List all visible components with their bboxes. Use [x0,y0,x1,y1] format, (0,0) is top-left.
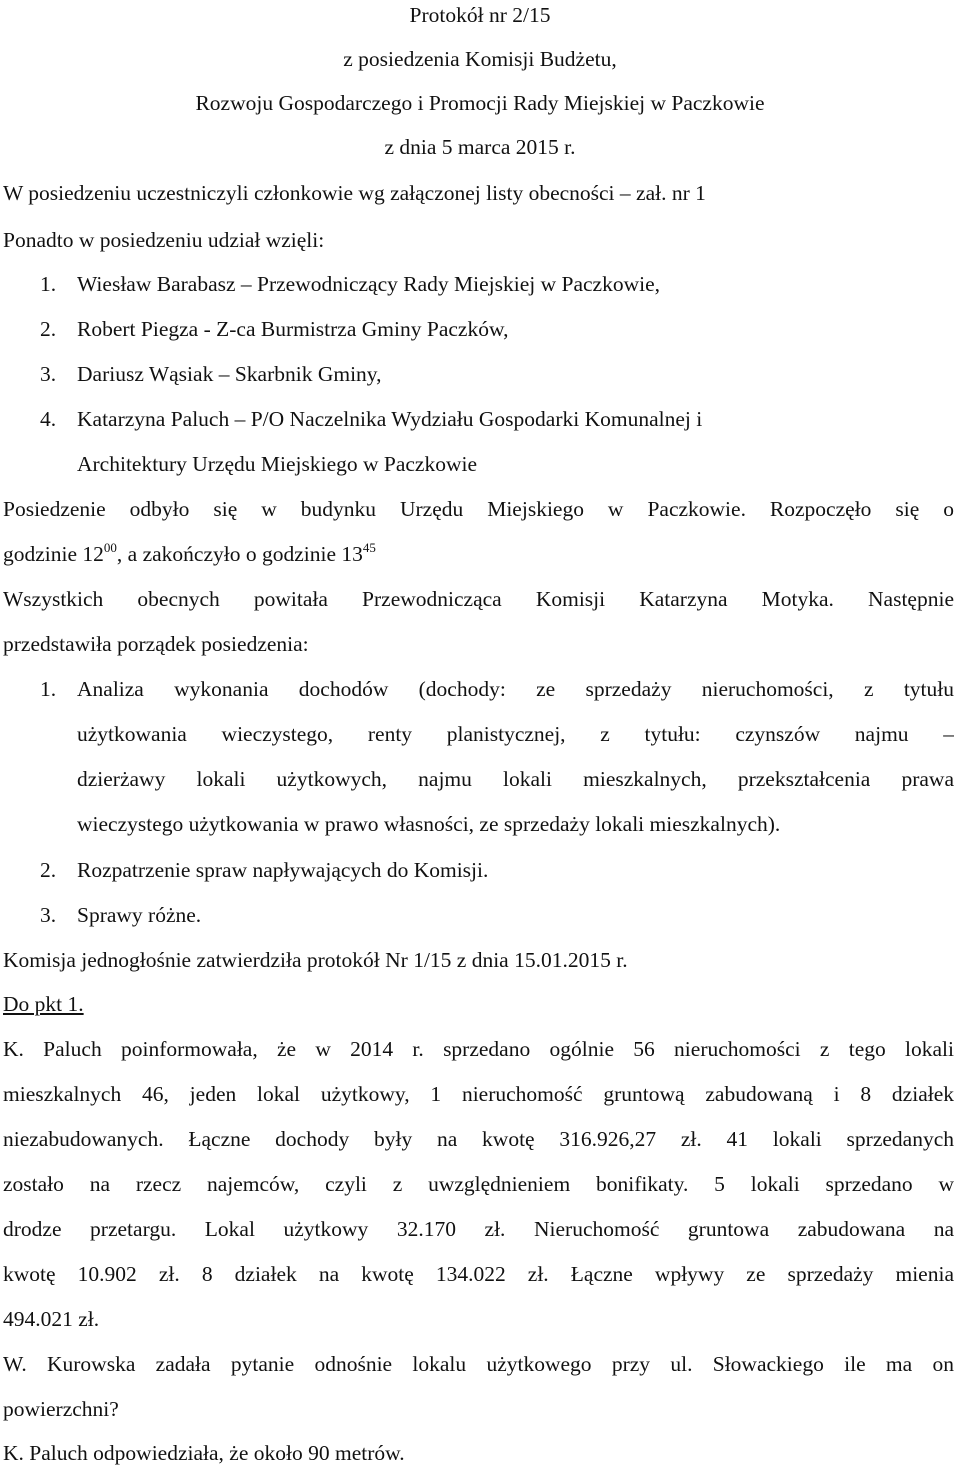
section-heading [3,989,954,1019]
guest-text: Dariusz Wąsiak – Skarbnik Gminy, [77,362,382,386]
agenda-item-3 [40,900,954,930]
guest-text: Katarzyna Paluch – P/O Naczelnika Wydziału Gospodarki Komunalnej i [77,407,703,431]
agenda-intro: przedstawiła porządek posiedzenia: [3,632,309,656]
body-line-4: zostało na rzecz najemców, czyli z uwzględnieniem bonifikaty. 5 lokali sprzedano w [3,1172,954,1196]
guest-item-1 [40,269,954,299]
guest-item-4-continuation: Architektury Urzędu Miejskiego w Paczkowie [77,452,478,476]
guest-number: 3. [40,362,57,386]
body-line-1: K. Paluch poinformowała, że w 2014 r. sprzedano ogólnie 56 nieruchomości z tego lokali [3,1037,954,1061]
approval-line: Komisja jednogłośnie zatwierdziła protokół Nr 1/15 z dnia 15.01.2015 r. [3,948,628,972]
agenda-item-1-line-3: dzierżawy lokali użytkowych, najmu lokali mieszkalnych, przekształcenia prawa [77,767,954,791]
meeting-time [3,539,954,569]
start-time-text: godzinie 12 [3,542,104,566]
guests-intro: Ponadto w posiedzeniu udział wzięli: [3,228,325,252]
agenda-item-1-line-4: wieczystego użytkowania w prawo własności, ze sprzedaży lokali mieszkalnych). [77,812,781,836]
agenda-text: Sprawy różne. [77,903,202,927]
body-line-5: drodze przetargu. Lokal użytkowy 32.170 zł. Nieruchomość gruntowa zabudowana na [3,1217,954,1241]
body-line-9: powierzchni? [3,1397,119,1421]
attendance-line: W posiedzeniu uczestniczyli członkowie wg załączonej listy obecności – zał. nr 1 [3,181,706,205]
body-line-10: K. Paluch odpowiedziała, że około 90 metrów. [3,1441,405,1465]
agenda-item-2 [40,855,954,885]
body-line-2: mieszkalnych 46, jeden lokal użytkowy, 1 nieruchomość gruntową zabudowaną i 8 działek [3,1082,954,1106]
start-time-minutes: 00 [103,540,117,555]
guest-item-3 [40,359,954,389]
body-line-7: 494.021 zł. [3,1307,100,1331]
agenda-item-1-line-2: użytkowania wieczystego, renty planistycznej, z tytułu: czynszów najmu – [77,722,954,746]
header-date: z dnia 5 marca 2015 r. [384,135,576,159]
end-time-minutes: 45 [362,540,376,555]
guest-number: 4. [40,407,57,431]
body-line-8: W. Kurowska zadała pytanie odnośnie lokalu użytkowego przy ul. Słowackiego ile ma on [3,1352,954,1376]
section-heading-text: Do pkt 1. [3,992,84,1016]
guest-number: 1. [40,272,57,296]
guest-item-2 [40,314,954,344]
agenda-number: 3. [40,903,57,927]
greeting-line: Wszystkich obecnych powitała Przewodnicząca Komisji Katarzyna Motyka. Następnie [3,587,954,611]
header-line-2: z posiedzenia Komisji Budżetu, [343,47,617,71]
agenda-item-1-line-1: Analiza wykonania dochodów (dochody: ze sprzedaży nieruchomości, z tytułu [77,677,954,701]
agenda-number: 2. [40,858,57,882]
agenda-text: Rozpatrzenie spraw napływających do Komisji. [77,858,489,882]
header-line-3: Rozwoju Gospodarczego i Promocji Rady Miejskiej w Paczkowie [195,91,765,115]
guest-text: Robert Piegza - Z-ca Burmistrza Gminy Paczków, [77,317,509,341]
guest-text: Wiesław Barabasz – Przewodniczący Rady Miejskiej w Paczkowie, [77,272,661,296]
document-title: Protokół nr 2/15 [409,3,551,27]
guest-number: 2. [40,317,57,341]
agenda-number: 1. [40,677,57,701]
body-line-3: niezabudowanych. Łączne dochody były na kwotę 316.926,27 zł. 41 lokali sprzedanych [3,1127,954,1151]
end-time-text: , a zakończyło o godzinie 13 [116,542,363,566]
guest-item-4 [40,404,954,434]
body-line-6: kwotę 10.902 zł. 8 działek na kwotę 134.022 zł. Łączne wpływy ze sprzedaży mienia [3,1262,954,1286]
meeting-place: Posiedzenie odbyło się w budynku Urzędu Miejskiego w Paczkowie. Rozpoczęło się o [3,497,954,521]
